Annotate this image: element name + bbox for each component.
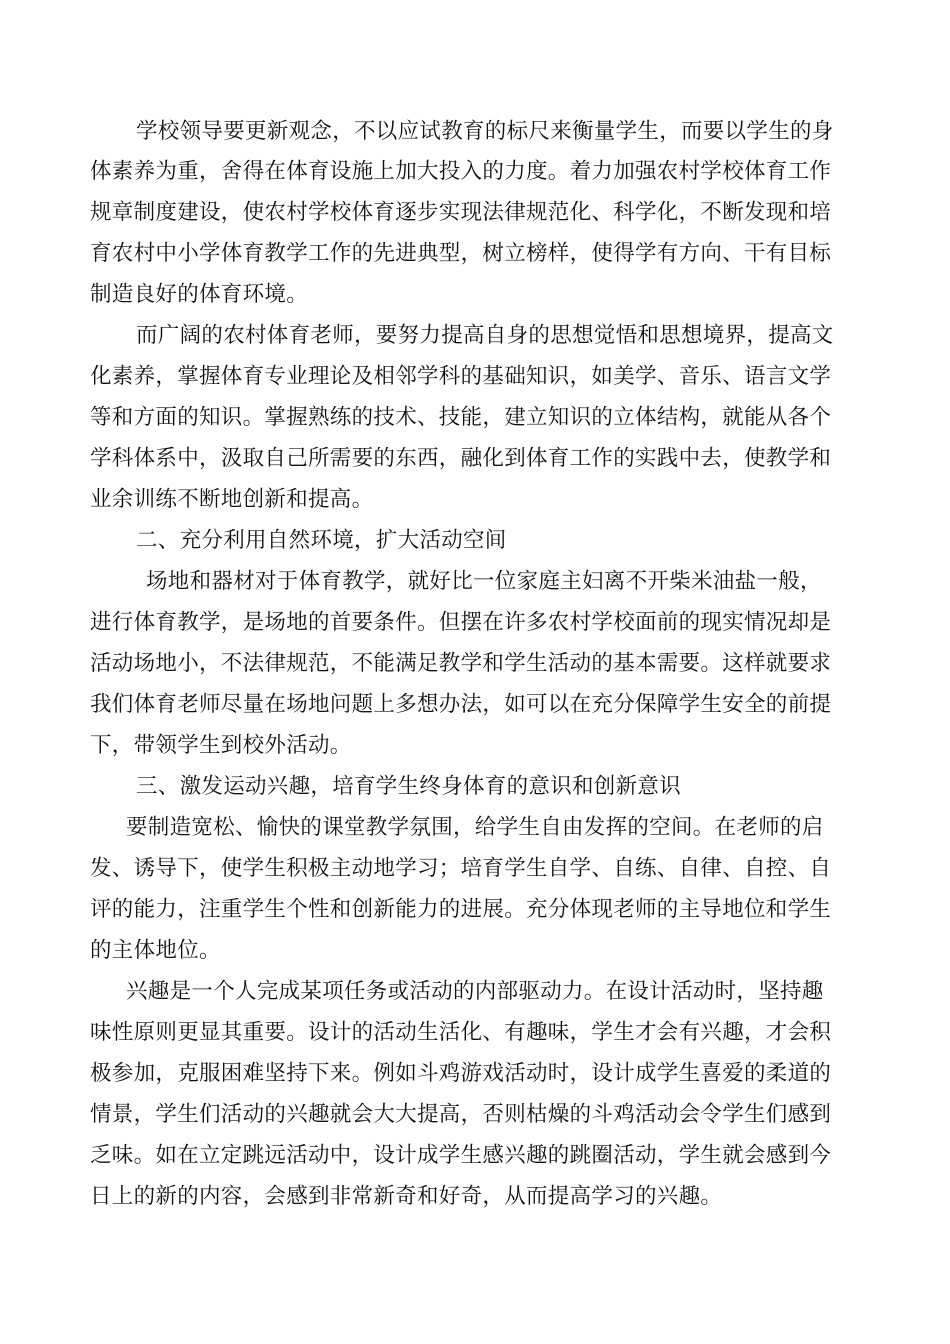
paragraph-line: 评的能力，注重学生个性和创新能力的进展。充分体现老师的主导地位和学生: [90, 897, 832, 922]
paragraph-line: 活动场地小，不法律规范，不能满足教学和学生活动的基本需要。这样就要求: [90, 651, 832, 676]
paragraph-line: 情景，学生们活动的兴趣就会大大提高，否则枯燥的斗鸡活动会令学生们感到: [90, 1102, 832, 1127]
paragraph-line: 日上的新的内容，会感到非常新奇和好奇，从而提高学习的兴趣。: [90, 1184, 723, 1209]
paragraph-line: 要制造宽松、愉快的课堂教学氛围，给学生自由发挥的空间。在老师的启: [126, 815, 824, 840]
paragraph-line: 学科体系中，汲取自己所需要的东西，融化到体育工作的实践中去，使教学和: [90, 446, 832, 471]
paragraph-line: 业余训练不断地创新和提高。: [90, 487, 374, 512]
paragraph-line: 体素养为重，舍得在体育设施上加大投入的力度。着力加强农村学校体育工作: [90, 159, 832, 184]
paragraph-line: 我们体育老师尽量在场地问题上多想办法，如可以在充分保障学生安全的前提: [90, 692, 832, 717]
paragraph-line: 的主体地位。: [90, 938, 221, 963]
paragraph-line: 化素养，掌握体育专业理论及相邻学科的基础知识，如美学、音乐、语言文学: [90, 364, 832, 389]
paragraph-line: 而广阔的农村体育老师，要努力提高自身的思想觉悟和思想境界，提高文: [136, 323, 834, 348]
paragraph-line: 进行体育教学，是场地的首要条件。但摆在许多农村学校面前的现实情况却是: [90, 610, 832, 635]
paragraph-line: 兴趣是一个人完成某项任务或活动的内部驱动力。在设计活动时，坚持趣: [126, 979, 824, 1004]
paragraph-line: 规章制度建设，使农村学校体育逐步实现法律规范化、科学化，不断发现和培: [90, 200, 832, 225]
paragraph-line: 制造良好的体育环境。: [90, 282, 309, 307]
paragraph-line: 场地和器材对于体育教学，就好比一位家庭主妇离不开柴米油盐一般，: [146, 569, 822, 594]
paragraph-line: 极参加，克服困难坚持下来。例如斗鸡游戏活动时，设计成学生喜爱的柔道的: [90, 1061, 832, 1086]
paragraph-line: 下，带领学生到校外活动。: [90, 733, 352, 758]
section-heading-2: 二、充分利用自然环境，扩大活动空间: [136, 528, 507, 553]
paragraph-line: 味性原则更显其重要。设计的活动生活化、有趣味，学生才会有兴趣，才会积: [90, 1020, 832, 1045]
section-heading-3: 三、激发运动兴趣，培育学生终身体育的意识和创新意识: [136, 774, 682, 799]
paragraph-line: 育农村中小学体育教学工作的先进典型，树立榜样，使得学有方向、干有目标: [90, 241, 832, 266]
paragraph-line: 学校领导要更新观念，不以应试教育的标尺来衡量学生，而要以学生的身: [136, 119, 834, 144]
paragraph-line: 乏味。如在立定跳远活动中，设计成学生感兴趣的跳圈活动，学生就会感到今: [90, 1143, 832, 1168]
paragraph-line: 等和方面的知识。掌握熟练的技术、技能，建立知识的立体结构，就能从各个: [90, 405, 832, 430]
paragraph-line: 发、诱导下，使学生积极主动地学习；培育学生自学、自练、自律、自控、自: [90, 856, 832, 881]
